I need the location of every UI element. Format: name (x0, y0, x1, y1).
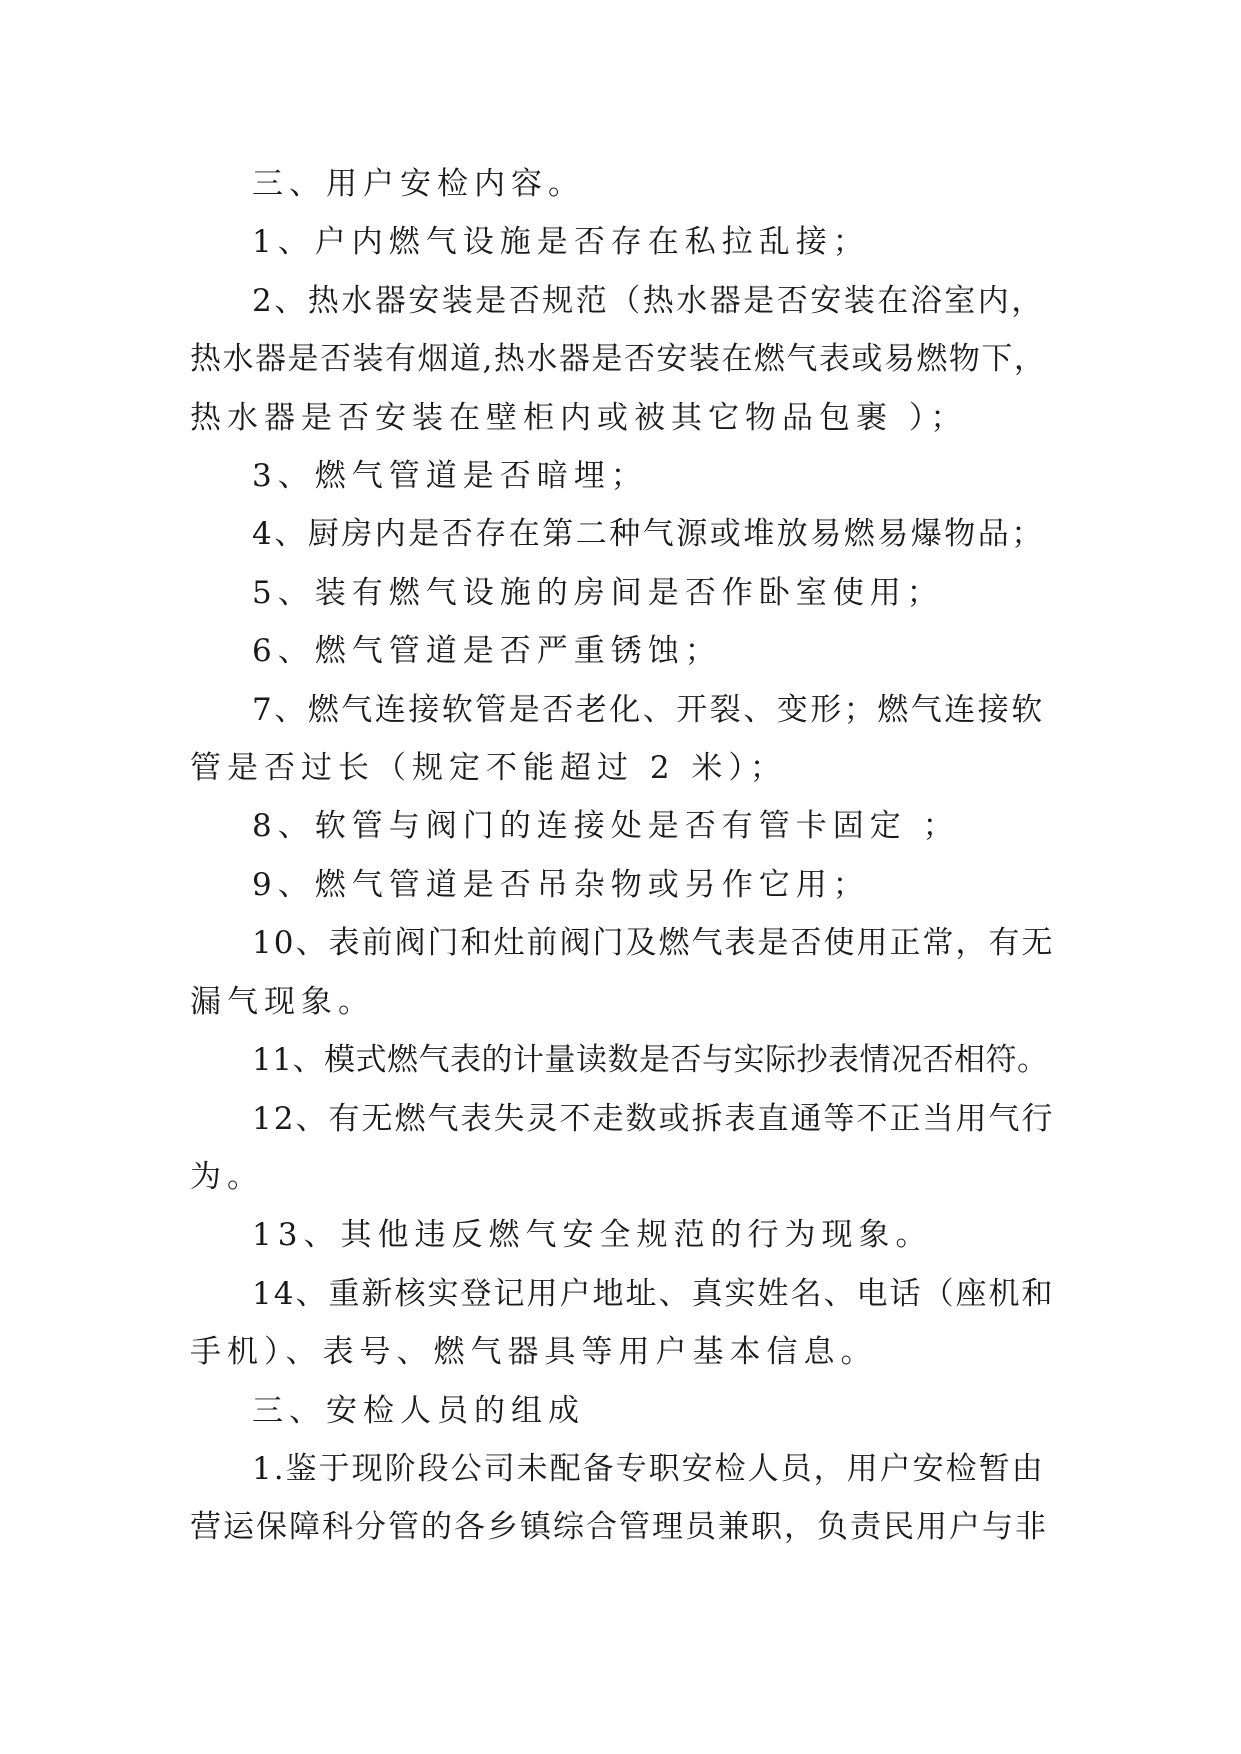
text-line: 6、燃气管道是否严重锈蚀； (252, 633, 722, 670)
text-line: 7、燃气连接软管是否老化、开裂、变形；燃气连接软 (252, 691, 1045, 728)
text-line: 2、热水器安装是否规范（热水器是否安装在浴室内， (252, 282, 1045, 319)
text-line: 10、表前阀门和灶前阀门及燃气表是否使用正常，有无 (252, 925, 1055, 962)
paragraph (190, 272, 1055, 447)
document-body (190, 155, 1055, 1557)
paragraph (190, 155, 1055, 213)
text-line: 14、重新核实登记用户地址、真实姓名、电话（座机和 (252, 1275, 1055, 1312)
text-line: 热水器是否安装在壁柜内或被其它物品包裹 ）； (190, 399, 968, 436)
text-line: 漏气现象。 (190, 983, 375, 1020)
paragraph (190, 681, 1055, 798)
paragraph (190, 1265, 1055, 1382)
paragraph (190, 622, 1055, 680)
text-line: 1.鉴于现阶段公司未配备专职安检人员，用户安检暂由 (252, 1450, 1045, 1487)
text-line: 11、模式燃气表的计量读数是否与实际抄表情况否相符。 (252, 1042, 1049, 1079)
paragraph (190, 505, 1055, 563)
text-line: 为。 (190, 1158, 264, 1195)
paragraph (190, 797, 1055, 855)
text-line: 8、软管与阀门的连接处是否有管卡固定 ； (252, 808, 960, 845)
paragraph (190, 213, 1055, 271)
paragraph (190, 856, 1055, 914)
paragraph (190, 1090, 1055, 1207)
text-line: 手机）、表号、燃气器具等用户基本信息。 (190, 1334, 878, 1371)
paragraph (190, 1382, 1055, 1440)
text-line: 营运保障科分管的各乡镇综合管理员兼职，负责民用户与非 (190, 1509, 1048, 1546)
paragraph (190, 1031, 1055, 1089)
paragraph (190, 1440, 1055, 1557)
text-line: 三、用户安检内容。 (252, 166, 585, 202)
text-line: 三、安检人员的组成 (252, 1392, 585, 1429)
paragraph (190, 564, 1055, 622)
text-line: 3、燃气管道是否暗埋； (252, 458, 648, 495)
paragraph (190, 1206, 1055, 1264)
text-line: 13、其他违反燃气安全规范的行为现象。 (252, 1217, 933, 1254)
text-line: 4、厨房内是否存在第二种气源或堆放易燃易爆物品； (252, 516, 1045, 553)
text-line: 5、装有燃气设施的房间是否作卧室使用； (252, 574, 944, 611)
text-line: 管是否过长（规定不能超过 2 米）； (190, 750, 787, 787)
text-line: 热水器是否装有烟道,热水器是否安装在燃气表或易燃物下， (190, 341, 1047, 378)
paragraph (190, 447, 1055, 505)
text-line: 1、户内燃气设施是否存在私拉乱接； (252, 224, 870, 261)
text-line: 12、有无燃气表失灵不走数或拆表直通等不正当用气行 (252, 1100, 1055, 1137)
paragraph (190, 914, 1055, 1031)
text-line: 9、燃气管道是否吊杂物或另作它用； (252, 866, 870, 903)
